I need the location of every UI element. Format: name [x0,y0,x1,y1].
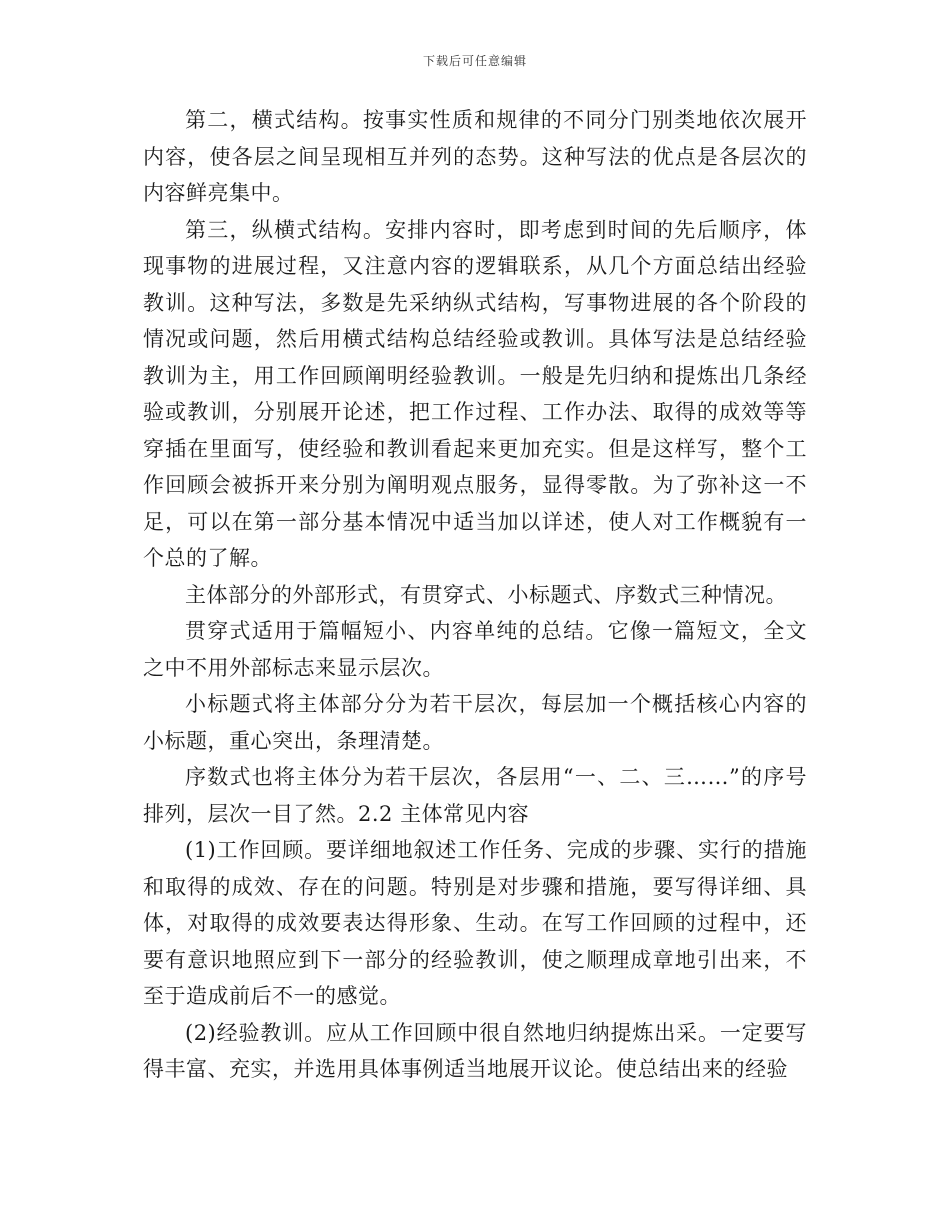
paragraph-vertical-horizontal-structure: 第三，纵横式结构。安排内容时，即考虑到时间的先后顺序，体现事物的进展过程，又注意内容的逻辑联系，从几个方面总结出经验教训。这种写法，多数是先采纳纵式结构，写事物进展的各个阶段的情况或问题，然后用横式结构总结经验或教训。具体写法是总结经验教训为主，用工作回顾阐明经验教训。一般是先归纳和提炼出几条经验或教训，分别展开论述，把工作过程、工作办法、取得的成效等等穿插在里面写，使经验和教训看起来更加充实。但是这样写，整个工作回顾会被拆开来分别为阐明观点服务，显得零散。为了弥补这一不足，可以在第一部分基本情况中适当加以详述，使人对工作概貌有一个总的了解。 [143,217,807,570]
paragraph-work-review: (1)工作回顾。要详细地叙述工作任务、完成的步骤、实行的措施和取得的成效、存在的问题。特别是对步骤和措施，要写得详细、具体，对取得的成效要表达得形象、生动。在写工作回顾的过程中，还要有意识地照应到下一部分的经验教训，使之顺理成章地引出来，不至于造成前后不一的感觉。 [143,838,807,1008]
document-body [143,102,807,1088]
paragraph-lessons-learned: (2)经验教训。应从工作回顾中很自然地归纳提炼出采。一定要写得丰富、充实，并选用具体事例适当地展开议论。使总结出来的经验 [143,1020,807,1081]
paragraph-subtitle-style: 小标题式将主体部分分为若干层次，每层加一个概括核心内容的小标题，重心突出，条理清楚。 [143,692,807,753]
paragraph-horizontal-structure: 第二，横式结构。按事实性质和规律的不同分门别类地依次展开内容，使各层之间呈现相互并列的态势。这种写法的优点是各层次的内容鲜亮集中。 [143,108,807,205]
paragraph-ordinal-style: 序数式也将主体分为若干层次，各层用“一、二、三……”的序号排列，层次一目了然。2.2 主体常见内容 [143,765,807,826]
paragraph-through-style: 贯穿式适用于篇幅短小、内容单纯的总结。它像一篇短文，全文之中不用外部标志来显示层次。 [143,619,807,680]
paragraph-external-forms: 主体部分的外部形式，有贯穿式、小标题式、序数式三种情况。 [185,582,787,607]
page-header: 下载后可任意编辑 [422,54,527,68]
